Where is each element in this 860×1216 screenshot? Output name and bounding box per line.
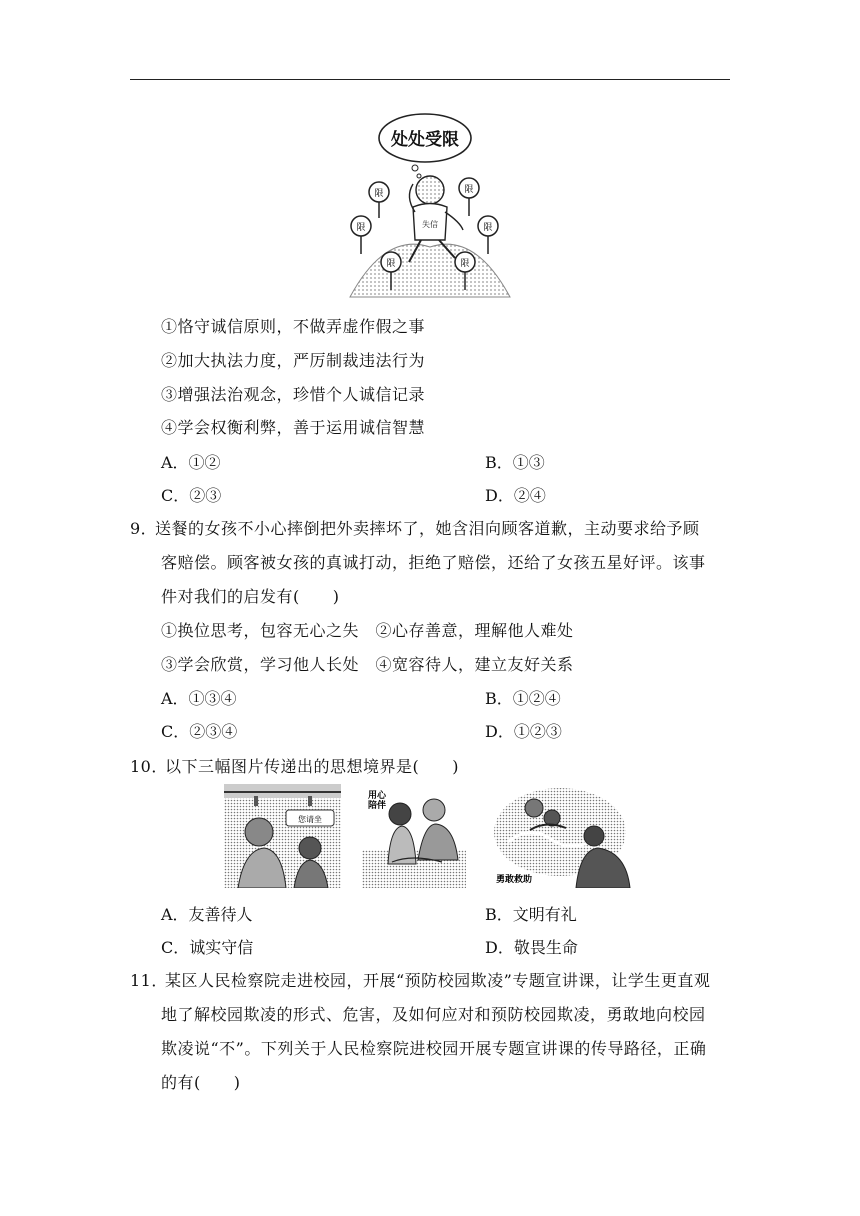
svg-text:限: 限 — [386, 259, 396, 269]
q10-option-c[interactable]: C．诚实守信 — [161, 938, 254, 957]
figure-restricted-everywhere — [345, 112, 515, 300]
q8-statement-4: ④学会权衡利弊，善于运用诚信智慧 — [161, 418, 426, 437]
q9-stem-line-3: 件对我们的启发有( ) — [161, 587, 340, 606]
image-offer-seat — [224, 784, 341, 888]
q8-statement-3: ③增强法治观念，珍惜个人诚信记录 — [161, 385, 426, 404]
q11-stem-line-1: 某区人民检察院走进校园，开展“预防校园欺凌”专题宣讲课，让学生更直观 — [165, 971, 711, 990]
q9-option-d[interactable]: D．①②③ — [485, 722, 562, 741]
q10-option-b[interactable]: B．文明有礼 — [485, 905, 577, 924]
q11-stem-line-4: 的有( ) — [161, 1073, 241, 1092]
q9-statements-2: ③学会欣赏，学习他人长处 ④宽容待人，建立友好关系 — [161, 655, 574, 674]
q11-stem-line-2: 地了解校园欺凌的形式、危害，及如何应对和预防校园欺凌，勇敢地向校园 — [161, 1005, 706, 1024]
svg-text:限: 限 — [464, 185, 474, 195]
restriction-sign — [478, 216, 498, 254]
q9-statements-1: ①换位思考，包容无心之失 ②心存善意，理解他人难处 — [161, 621, 574, 640]
svg-text:限: 限 — [356, 223, 366, 233]
image-brave-rescue — [490, 784, 636, 888]
image-caption-brave-rescue: 勇敢救助 — [496, 875, 533, 885]
q8-option-b[interactable]: B．①③ — [485, 453, 545, 472]
image-accompany — [362, 784, 466, 888]
header-rule — [130, 79, 730, 80]
bubble-text: 处处受限 — [391, 130, 459, 150]
person-head — [416, 176, 444, 204]
q9-option-c[interactable]: C．②③④ — [161, 722, 238, 741]
q11-number: 11． — [130, 971, 168, 990]
svg-text:限: 限 — [374, 189, 384, 199]
q9-option-a[interactable]: A．①③④ — [161, 689, 237, 708]
restriction-sign — [459, 178, 479, 216]
q8-option-a[interactable]: A．①② — [161, 453, 221, 472]
q9-number: 9． — [130, 519, 158, 538]
q8-statement-2: ②加大执法力度，严厉制裁违法行为 — [161, 351, 426, 370]
svg-text:限: 限 — [460, 259, 470, 269]
q9-stem-line-1: 送餐的女孩不小心摔倒把外卖摔坏了，她含泪向顾客道歉，主动要求给予顾 — [155, 519, 700, 538]
image-caption-offer-seat: 您请坐 — [298, 815, 322, 824]
q10-stem: 以下三幅图片传递出的思想境界是( ) — [165, 757, 459, 776]
shirt-text: 失信 — [422, 220, 438, 229]
q10-option-a[interactable]: A．友善待人 — [161, 905, 253, 924]
q8-option-c[interactable]: C．②③ — [161, 486, 222, 505]
q9-stem-line-2: 客赔偿。顾客被女孩的真诚打动，拒绝了赔偿，还给了女孩五星好评。该事 — [161, 553, 706, 572]
q11-stem-line-3: 欺凌说“不”。下列关于人民检察院进校园开展专题宣讲课的传导路径，正确 — [161, 1039, 707, 1058]
restriction-sign — [351, 216, 371, 254]
q10-number: 10． — [130, 757, 168, 776]
q9-option-b[interactable]: B．①②④ — [485, 689, 561, 708]
svg-text:限: 限 — [483, 223, 493, 233]
q10-option-d[interactable]: D．敬畏生命 — [485, 938, 578, 957]
restriction-sign — [369, 182, 389, 218]
q8-statement-1: ①恪守诚信原则，不做弄虚作假之事 — [161, 317, 426, 336]
image-caption-accompany: 用心陪伴 — [368, 791, 387, 811]
q8-option-d[interactable]: D．②④ — [485, 486, 546, 505]
